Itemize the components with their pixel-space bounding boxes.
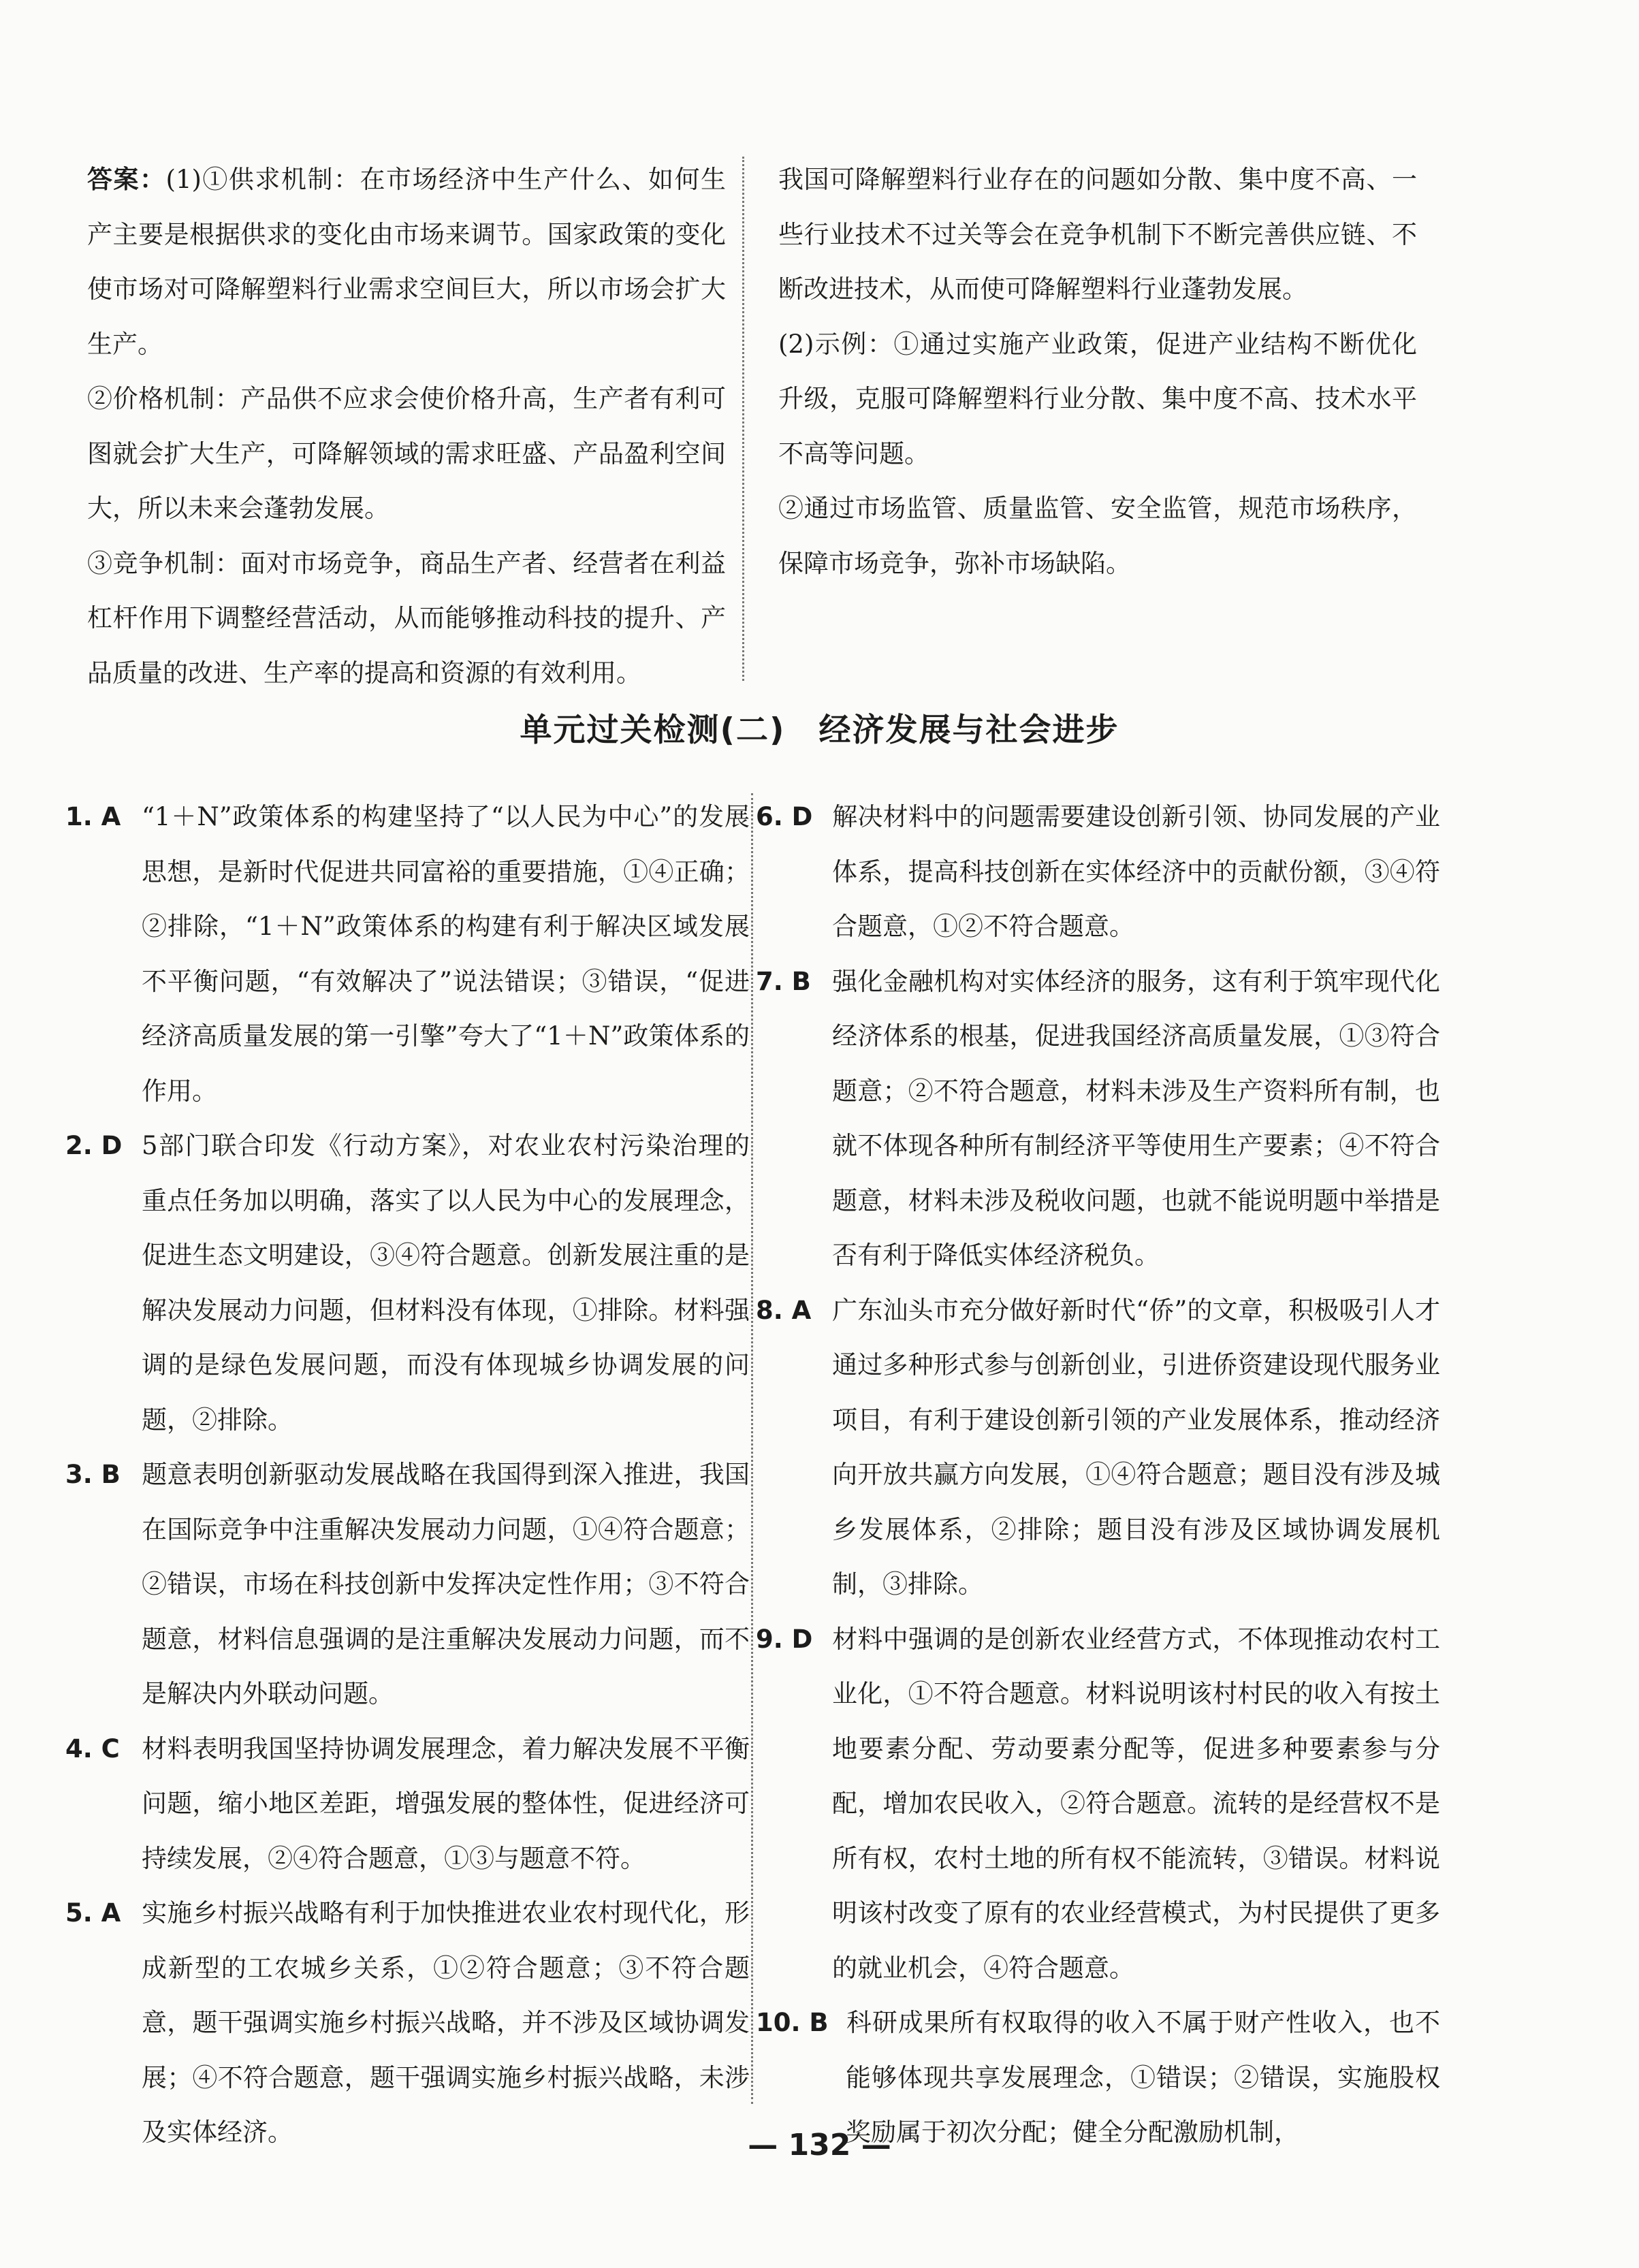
answer-continuation-right	[778, 153, 1417, 591]
column-divider-top	[742, 157, 744, 681]
section-title: 单元过关检测(二) 经济发展与社会进步	[520, 712, 1119, 749]
answer-label: 答案：	[87, 165, 166, 194]
item-text: 科研成果所有权取得的收入不属于财产性收入，也不能够体现共享发展理念，①错误；②错误，实施股权奖励属于初次分配；健全分配激励机制，	[846, 2008, 1440, 2147]
item-text: 5部门联合印发《行动方案》，对农业农村污染治理的重点任务加以明确，落实了以人民为中心的发展理念，促进生态文明建设，③④符合题意。创新发展注重的是解决发展动力问题，但材料没有体现，①排除。材料强调的是绿色发展问题，而没有体现城乡协调发展的问题，②排除。	[142, 1131, 750, 1435]
answer-item	[65, 1448, 750, 1722]
item-text: 实施乡村振兴战略有利于加快推进农业农村现代化，形成新型的工农城乡关系，①②符合题意；③不符合题意，题干强调实施乡村振兴战略，并不涉及区域协调发展；④不符合题意，题干强调实施乡村振兴战略，未涉及实体经济。	[142, 1898, 750, 2147]
item-number: 3. B	[65, 1460, 121, 1489]
answer-paragraph-1	[87, 153, 726, 372]
answer-item	[65, 1722, 750, 1887]
answer-item	[756, 790, 1440, 955]
item-number: 4. C	[65, 1734, 120, 1763]
answer-item	[65, 790, 750, 1119]
answer-item	[65, 1886, 750, 2160]
answer-paragraph-2: ②价格机制：产品供不应求会使价格升高，生产者有利可图就会扩大生产，可降解领域的需求旺盛、产品盈利空间大，所以未来会蓬勃发展。	[87, 384, 726, 523]
answer-item	[756, 955, 1440, 1283]
item-text: 解决材料中的问题需要建设创新引领、协同发展的产业体系，提高科技创新在实体经济中的贡献份额，③④符合题意，①②不符合题意。	[832, 802, 1440, 941]
answer-continuation-left	[87, 153, 726, 701]
item-number: 8. A	[756, 1295, 812, 1325]
answer-item	[65, 1119, 750, 1448]
answer-paragraph-1-text: (1)①供求机制：在市场经济中生产什么、如何生产主要是根据供求的变化由市场来调节。国家政策的变化使市场对可降解塑料行业需求空间巨大，所以市场会扩大生产。	[87, 165, 726, 359]
column-divider-bottom	[751, 793, 753, 2104]
item-number: 2. D	[65, 1131, 123, 1160]
item-text: 材料表明我国坚持协调发展理念，着力解决发展不平衡问题，缩小地区差距，增强发展的整体性，促进经济可持续发展，②④符合题意，①③与题意不符。	[142, 1734, 750, 1873]
item-text: 题意表明创新驱动发展战略在我国得到深入推进，我国在国际竞争中注重解决发展动力问题，①④符合题意；②错误，市场在科技创新中发挥决定性作用；③不符合题意，材料信息强调的是注重解决发展动力问题，而不是解决内外联动问题。	[142, 1460, 750, 1708]
item-number: 5. A	[65, 1898, 121, 1928]
item-number: 1. A	[65, 802, 121, 831]
answer-paragraph-4: 我国可降解塑料行业存在的问题如分散、集中度不高、一些行业技术不过关等会在竞争机制下不断完善供应链、不断改进技术，从而使可降解塑料行业蓬勃发展。	[778, 165, 1417, 304]
item-text: 广东汕头市充分做好新时代“侨”的文章，积极吸引人才通过多种形式参与创新创业，引进侨资建设现代服务业项目，有利于建设创新引领的产业发展体系，推动经济向开放共赢方向发展，①④符合题意；题目没有涉及城乡发展体系，②排除；题目没有涉及区域协调发展机制，③排除。	[832, 1295, 1440, 1599]
answer-item	[756, 1283, 1440, 1612]
item-number: 7. B	[756, 966, 811, 996]
answer-list-left	[65, 790, 750, 2160]
item-number: 9. D	[756, 1624, 813, 1654]
page-number: — 132 —	[748, 2128, 891, 2162]
answer-paragraph-5: (2)示例：①通过实施产业政策，促进产业结构不断优化升级，克服可降解塑料行业分散、集中度不高、技术水平不高等问题。	[778, 329, 1417, 468]
item-text: 强化金融机构对实体经济的服务，这有利于筑牢现代化经济体系的根基，促进我国经济高质量发展，①③符合题意；②不符合题意，材料未涉及生产资料所有制，也就不体现各种所有制经济平等使用生产要素；④不符合题意，材料未涉及税收问题，也就不能说明题中举措是否有利于降低实体经济税负。	[832, 966, 1440, 1270]
item-text: 材料中强调的是创新农业经营方式，不体现推动农村工业化，①不符合题意。材料说明该村村民的收入有按土地要素分配、劳动要素分配等，促进多种要素参与分配，增加农民收入，②符合题意。流转的是经营权不是所有权，农村土地的所有权不能流转，③错误。材料说明该村改变了原有的农业经营模式，为村民提供了更多的就业机会，④符合题意。	[832, 1624, 1440, 1983]
answer-list-right	[756, 790, 1440, 2160]
item-number: 6. D	[756, 802, 813, 831]
item-text: “1＋N”政策体系的构建坚持了“以人民为中心”的发展思想，是新时代促进共同富裕的重要措施，①④正确；②排除，“1＋N”政策体系的构建有利于解决区域发展不平衡问题，“有效解决了”说法错误；③错误，“促进经济高质量发展的第一引擎”夸大了“1＋N”政策体系的作用。	[142, 802, 750, 1106]
answer-paragraph-6: ②通过市场监管、质量监管、安全监管，规范市场秩序，保障市场竞争，弥补市场缺陷。	[778, 494, 1417, 578]
answer-item	[756, 1612, 1440, 1996]
item-number: 10. B	[756, 2008, 829, 2037]
answer-paragraph-3: ③竞争机制：面对市场竞争，商品生产者、经营者在利益杠杆作用下调整经营活动，从而能够推动科技的提升、产品质量的改进、生产率的提高和资源的有效利用。	[87, 548, 726, 688]
